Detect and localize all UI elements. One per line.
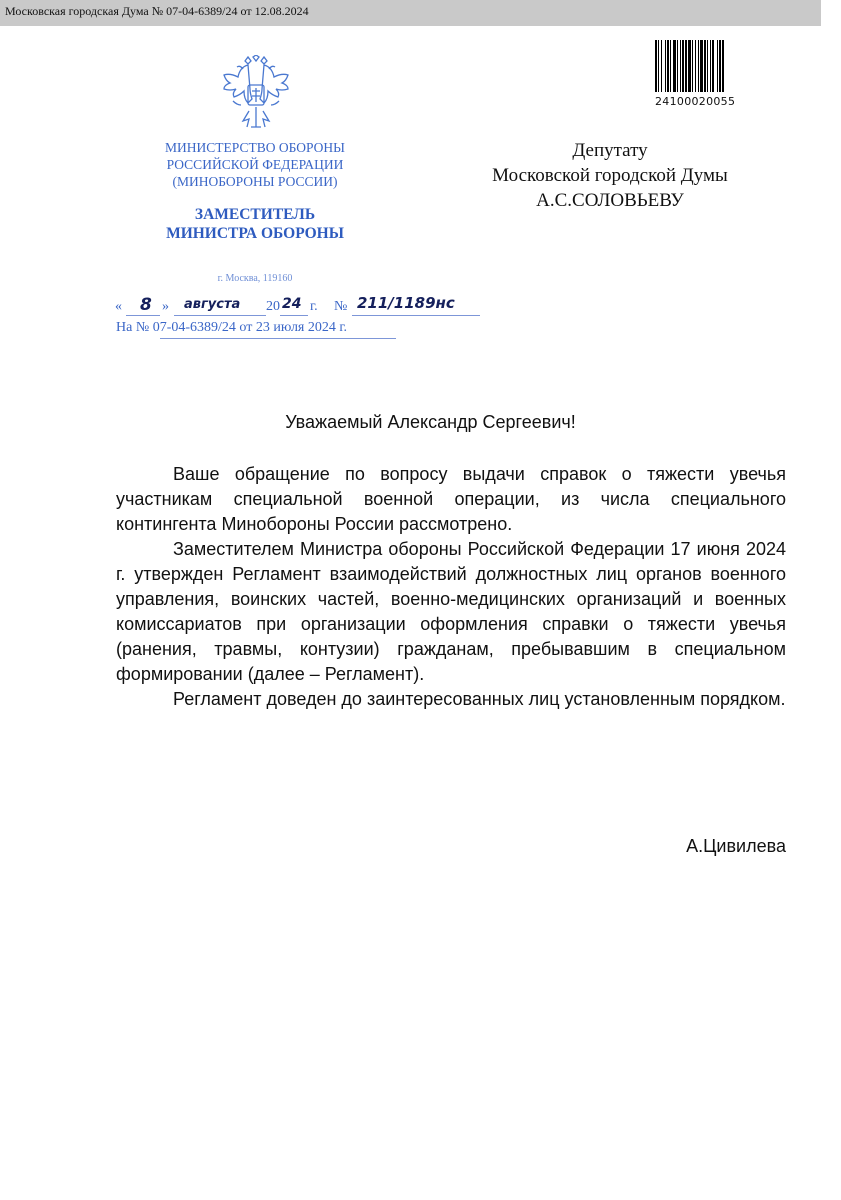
reply-underline xyxy=(160,338,396,339)
ministry-line: МИНИСТЕРСТВО ОБОРОНЫ xyxy=(165,140,345,155)
handwritten-number: 211/1189нс xyxy=(357,294,455,312)
barcode-bar xyxy=(685,40,687,92)
barcode-bar xyxy=(665,40,666,92)
barcode-bar xyxy=(655,40,657,92)
barcode-bar xyxy=(695,40,696,92)
barcode-bar xyxy=(658,40,659,92)
barcode-bar xyxy=(661,40,662,92)
barcode-bar xyxy=(712,40,714,92)
barcode-bar xyxy=(717,40,718,92)
salutation: Уважаемый Александр Сергеевич! xyxy=(285,412,576,432)
barcode-bar xyxy=(692,40,693,92)
sender-title xyxy=(152,205,358,243)
handwritten-month: августа xyxy=(184,297,241,312)
barcode-bar xyxy=(680,40,681,92)
reply-number: 07-04-6389/24 от 23 июля 2024 г. xyxy=(152,320,348,335)
reply-reference xyxy=(116,320,396,336)
handwritten-day: 8 xyxy=(140,295,152,315)
document-header-bar xyxy=(0,0,821,26)
addressee-line: А.С.СОЛОВЬЕВУ xyxy=(536,190,684,211)
sender-title-line: МИНИСТРА ОБОРОНЫ xyxy=(166,225,344,242)
day-underline xyxy=(126,315,160,316)
sender-title-line: ЗАМЕСТИТЕЛЬ xyxy=(194,206,316,223)
ministry-name xyxy=(152,139,358,190)
barcode-bar xyxy=(688,40,691,92)
body-paragraph: Регламент доведен до заинтересованных лиц установленным порядком. xyxy=(173,689,786,709)
reply-label: На № xyxy=(116,320,150,335)
document-registration-stamp: Московская городская Дума № 07-04-6389/24 от 12.08.2024 xyxy=(5,4,309,18)
year-underline xyxy=(280,315,308,316)
barcode-bar xyxy=(677,40,678,92)
sender-city: г. Москва, 119160 xyxy=(217,273,293,284)
barcode-bar xyxy=(673,40,676,92)
russian-coat-of-arms-icon xyxy=(221,55,291,135)
letter-body xyxy=(116,462,786,712)
barcode-bar xyxy=(670,40,671,92)
close-quote: » xyxy=(162,299,169,314)
open-quote: « xyxy=(115,299,122,314)
addressee-line: Депутату xyxy=(572,140,648,161)
number-label: № xyxy=(334,299,348,314)
barcode-bar xyxy=(722,40,724,92)
month-underline xyxy=(174,315,266,316)
body-paragraph: Заместителем Министра обороны Российской Федерации 17 июня 2024 г. утвержден Регламент взаимодействий должностных лиц органов военного управления, воинских частей, военно-медицинских организаций и военных комиссариатов при организации оформления справки о тяжести увечья (ранения, травмы, контузии) гражданам, пребывавшим в специальном формировании (далее – Регламент). xyxy=(116,539,786,684)
barcode-bar xyxy=(710,40,711,92)
barcode-number: 24100020055 xyxy=(655,95,736,108)
barcode xyxy=(655,40,752,92)
barcode-bar xyxy=(707,40,708,92)
barcode-bar xyxy=(700,40,703,92)
barcode-bar xyxy=(682,40,684,92)
addressee-block xyxy=(460,138,760,213)
year-prefix: 20 xyxy=(266,299,280,314)
handwritten-year: 24 xyxy=(282,296,302,312)
number-underline xyxy=(352,315,480,316)
ministry-line: (МИНОБОРОНЫ РОССИИ) xyxy=(172,174,338,189)
ministry-line: РОССИЙСКОЙ ФЕДЕРАЦИИ xyxy=(166,157,344,172)
barcode-bar xyxy=(667,40,669,92)
body-paragraph: Ваше обращение по вопросу выдачи справок о тяжести увечья участникам специальной военной операции, из числа специального контингента Минобороны России рассмотрено. xyxy=(116,464,786,534)
barcode-bar xyxy=(698,40,699,92)
barcode-bar xyxy=(704,40,706,92)
signatory-name: А.Цивилева xyxy=(686,836,786,856)
year-label: г. xyxy=(310,299,318,314)
barcode-bar xyxy=(719,40,721,92)
addressee-line: Московской городской Думы xyxy=(492,165,728,186)
outgoing-date-number xyxy=(112,294,492,319)
